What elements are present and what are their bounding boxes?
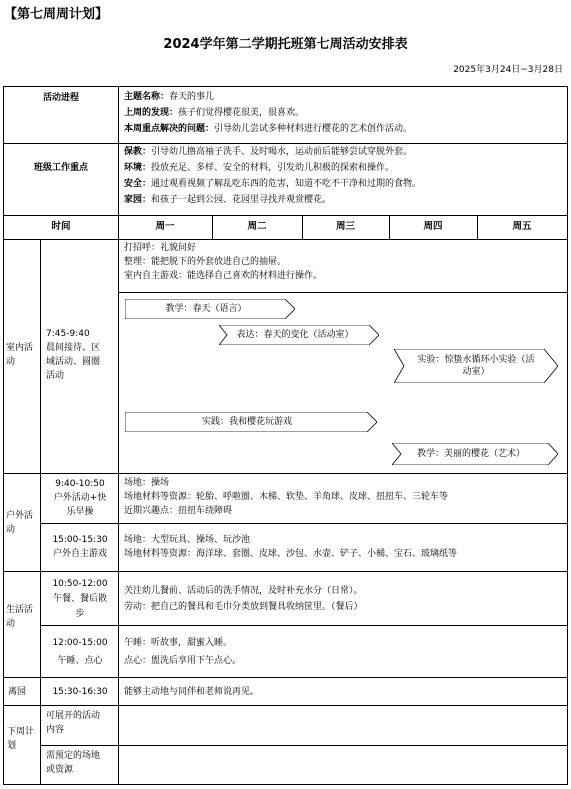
indoor-time-line: 域活动、圆圈 [46, 357, 101, 367]
problem-value: 引导幼儿尝试多种材料进行樱花的艺术创作活动。 [214, 124, 413, 134]
leave-text: 能够主动地与同伴和老师说再见。 [124, 687, 260, 697]
living-time-line: 10:50-12:00 [52, 579, 108, 589]
living-time-line: 午睡、点心 [57, 656, 103, 666]
leave-time: 15:30-16:30 [52, 687, 108, 697]
outdoor-content-1 [124, 476, 564, 518]
living-content-1 [124, 583, 564, 615]
focus-value: 引导幼儿撸高袖子洗手、及时喝水，运动前后能够尝试穿脱外套。 [151, 147, 413, 157]
focus-item [124, 193, 564, 207]
header-tag: 【第七周周计划】 [4, 7, 109, 22]
schedule-table [3, 86, 568, 785]
problem-line [124, 122, 564, 136]
indoor-line: 室内自主游戏：能选择自己喜欢的材料进行操作。 [124, 271, 323, 281]
outdoor-time-line: 乐早操 [66, 507, 94, 517]
focus-item [124, 161, 564, 175]
class-focus-label: 班级工作重点 [33, 163, 88, 173]
arrow-activity [392, 443, 558, 465]
next-week-line: 需预定的场地 [46, 751, 101, 761]
focus-value: 和孩子一起到公园、花园里寻找并观赏樱花。 [151, 195, 332, 205]
living-line: 点心：盥洗后享用下午点心。 [124, 656, 242, 666]
indoor-time-line: 晨间接待、区 [46, 343, 101, 353]
indoor-divider [118, 292, 567, 293]
row-divider [40, 523, 567, 524]
row-divider [4, 239, 567, 240]
living-line: 劳动：把自己的餐具和毛巾分类放到餐具收纳筐里。（餐后） [124, 602, 363, 612]
outdoor-content-2 [124, 533, 564, 561]
leave-section-label: 离园 [8, 687, 27, 697]
living-line: 午睡：听故事，甜蜜入睡。 [124, 638, 233, 648]
next-week-line: 或资源 [46, 765, 74, 775]
arrow-label: 实践：我和樱花玩游戏 [201, 417, 292, 427]
arrow-activity [125, 299, 295, 319]
arrow-activity [125, 412, 377, 432]
indoor-time-line: 7:45-9:40 [46, 329, 90, 339]
living-line: 关注幼儿餐前、活动后的洗手情况，及时补充水分（日常）。 [124, 586, 363, 596]
living-time-1 [42, 577, 118, 622]
row-divider [4, 143, 567, 144]
outdoor-line: 场地：大型玩具、操场、玩沙池 [124, 535, 251, 545]
next-week-line: 可展开的活动 [46, 711, 101, 721]
indoor-line: 整理：能把脱下的外套放进自己的抽屉。 [124, 257, 287, 267]
living-section-label: 生活活动 [6, 605, 34, 629]
theme-value: 春天的事儿 [169, 92, 215, 102]
arrow-activity [219, 325, 379, 345]
theme-line [124, 90, 564, 104]
next-week-line: 内容 [46, 725, 65, 735]
focus-key: 环境： [124, 163, 152, 173]
outdoor-time-line: 9:40-10:50 [55, 479, 105, 489]
outdoor-time-line: 户外活动+快 [53, 493, 107, 503]
focus-key: 家园： [124, 195, 152, 205]
next-week-activities [46, 709, 118, 737]
day-header-thu: 周四 [423, 221, 443, 232]
focus-value: 通过观看视频了解乱吃东西的危害，知道不吃不干净和过期的食物。 [151, 179, 422, 189]
living-content-2 [124, 634, 564, 670]
living-time-line: 午餐、餐后散 [52, 594, 107, 604]
outdoor-section-label: 户外活动 [6, 511, 34, 535]
row-divider [4, 677, 567, 678]
next-week-resources [46, 749, 118, 777]
outdoor-time-line: 户外自主游戏 [52, 549, 107, 559]
arrow-label: 实验：惊蛰水循环小实验（活动室） [417, 355, 535, 377]
page-title: 2024学年第二学期托班第七周活动安排表 [163, 37, 408, 52]
progress-label: 活动进程 [42, 93, 79, 103]
day-header-fri: 周五 [512, 221, 532, 232]
row-divider [40, 625, 567, 626]
indoor-routine [124, 241, 564, 283]
outdoor-line: 近期兴趣点：扭扭车绕障碍 [124, 506, 233, 516]
outdoor-line: 场地材料等资源：轮胎、呼啦圈、木梯、软垫、羊角球、皮球、扭扭车、三轮车等 [124, 492, 449, 502]
living-time-line: 步 [75, 609, 85, 619]
indoor-time-line: 活动 [46, 371, 65, 381]
indoor-time [46, 327, 118, 383]
discovery-value: 孩子们觉得樱花很美，很喜欢。 [178, 108, 305, 118]
focus-item [124, 145, 564, 159]
focus-key: 保教： [124, 147, 152, 157]
col-divider [40, 239, 41, 784]
day-header-wed: 周三 [335, 221, 355, 232]
arrow-label: 教学：美丽的樱花（艺术） [416, 449, 525, 459]
row-divider [4, 705, 567, 706]
outdoor-time-1 [42, 477, 118, 519]
living-time-line: 12:00-15:00 [52, 638, 108, 648]
outdoor-time-line: 15:00-15:30 [52, 535, 108, 545]
day-header-mon: 周一 [155, 221, 175, 232]
row-divider [40, 745, 567, 746]
arrow-label: 教学：春天（语言） [165, 304, 247, 314]
indoor-line: 打招呼：礼貌问好 [124, 243, 197, 253]
col-divider [118, 215, 119, 784]
next-week-section-label: 下周计划 [7, 727, 35, 751]
date-range: 2025年3月24日~3月28日 [453, 65, 563, 75]
day-header-tue: 周二 [247, 221, 267, 232]
discovery-key: 上周的发现： [124, 108, 179, 118]
time-header: 时间 [51, 221, 71, 232]
focus-value: 投放充足、多样、安全的材料，引发幼儿积极的探索和操作。 [151, 163, 395, 173]
arrow-activity [394, 349, 558, 383]
row-divider [4, 473, 567, 474]
problem-key: 本周重点解决的问题： [124, 124, 215, 134]
outdoor-line: 场地材料等资源：海洋球、套圈、皮球、沙包、水壶、铲子、小桶、宝石、玻璃纸等 [124, 549, 458, 559]
arrow-label: 表达：春天的变化（活动室） [236, 330, 354, 340]
outdoor-line: 场地：操场 [124, 478, 170, 488]
discovery-line [124, 106, 564, 120]
theme-key: 主题名称： [124, 92, 170, 102]
focus-item [124, 177, 564, 191]
row-divider [4, 571, 567, 572]
indoor-section-label: 室内活动 [6, 343, 34, 367]
living-time-2 [42, 634, 118, 670]
outdoor-time-2 [42, 533, 118, 561]
focus-key: 安全： [124, 179, 152, 189]
